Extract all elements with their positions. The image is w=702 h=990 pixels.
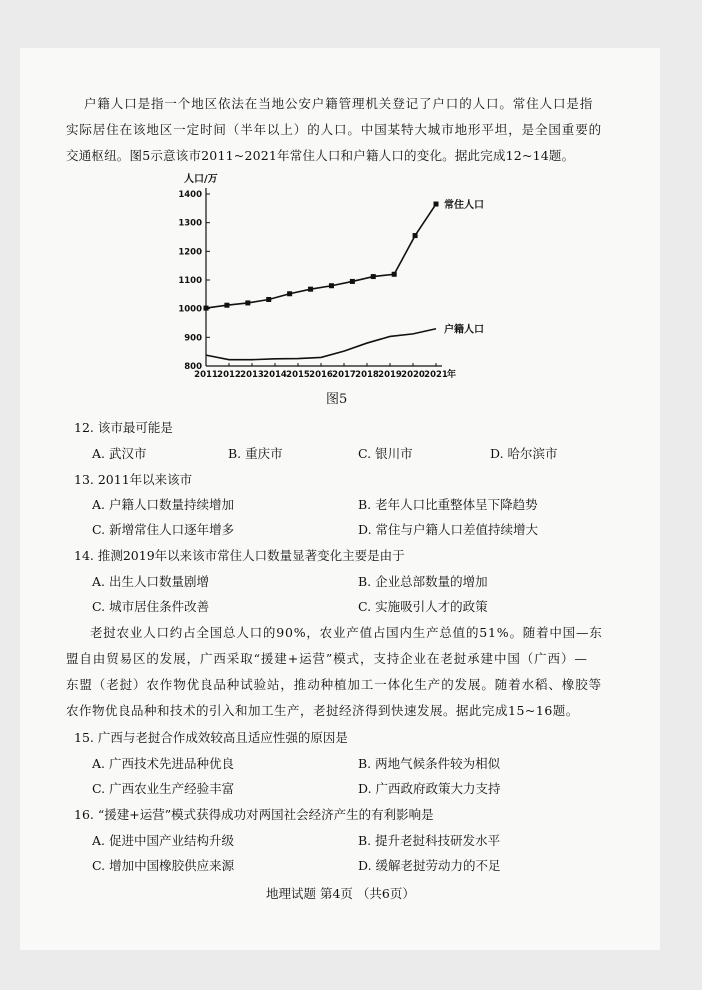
question-13-option-c[interactable]: C. 新增常住人口逐年增多 xyxy=(92,522,235,537)
figure-caption: 图5 xyxy=(326,392,348,407)
question-14-stem: 14. 推测2019年以来该市常住人口数量显著变化主要是由于 xyxy=(74,548,405,563)
question-12-option-d[interactable]: D. 哈尔滨市 xyxy=(490,446,558,461)
question-16-stem: 16. “援建+运营”模式获得成功对两国社会经济产生的有利影响是 xyxy=(74,807,434,822)
series-point xyxy=(371,274,376,279)
question-14-option-d[interactable]: C. 实施吸引人才的政策 xyxy=(358,599,488,614)
intro2-line-4: 农作物优良品种和技术的引入和加工生产，老挝经济得到快速发展。据此完成15~16题。 xyxy=(66,703,579,718)
x-tick-label: 2017 xyxy=(332,370,356,380)
intro-line-2: 实际居住在该地区一定时间（半年以上）的人口。中国某特大城市地形平坦，是全国重要的 xyxy=(66,122,603,137)
intro-line-3: 交通枢纽。图5示意该市2011~2021年常住人口和户籍人口的变化。据此完成12~14题。 xyxy=(66,148,575,163)
series-label-2: 户籍人口 xyxy=(444,324,484,336)
x-tick-label: 2014 xyxy=(263,370,287,380)
y-tick-label: 900 xyxy=(184,333,202,344)
series-point xyxy=(392,272,397,277)
question-16-option-a[interactable]: A. 促进中国产业结构升级 xyxy=(92,833,234,848)
intro-line-1: 户籍人口是指一个地区依法在当地公安户籍管理机关登记了户口的人口。常住人口是指 xyxy=(84,96,594,111)
question-14-option-a[interactable]: A. 出生人口数量剧增 xyxy=(92,574,209,589)
y-tick-label: 800 xyxy=(184,362,202,372)
question-15-option-c[interactable]: C. 广西农业生产经验丰富 xyxy=(92,781,235,796)
y-tick-label: 1400 xyxy=(178,190,202,200)
x-tick-label: 2021 xyxy=(424,370,448,380)
series-point xyxy=(287,291,292,296)
question-15-stem: 15. 广西与老挝合作成效较高且适应性强的原因是 xyxy=(74,730,348,745)
page-footer: 地理试题 第4页 （共6页） xyxy=(266,886,415,901)
question-14-option-b[interactable]: B. 企业总部数量的增加 xyxy=(358,574,488,589)
series-label-1: 常住人口 xyxy=(444,200,484,212)
question-13-stem: 13. 2011年以来该市 xyxy=(74,472,193,487)
question-15-option-a[interactable]: A. 广西技术先进品种优良 xyxy=(92,756,234,771)
x-axis-label: 年 xyxy=(447,370,457,380)
intro2-line-1: 老挝农业人口约占全国总人口的90%，农业产值占国内生产总值的51%。随着中国—东 xyxy=(90,625,603,640)
question-14-option-c[interactable]: C. 城市居住条件改善 xyxy=(92,599,210,614)
question-12-stem: 12. 该市最可能是 xyxy=(74,420,173,435)
series-point xyxy=(204,306,209,311)
question-15-option-d[interactable]: D. 广西政府政策大力支持 xyxy=(358,781,501,796)
question-12-option-a[interactable]: A. 武汉市 xyxy=(92,446,147,461)
series-point xyxy=(266,297,271,302)
series-line-2 xyxy=(206,329,436,360)
question-15-option-b[interactable]: B. 两地气候条件较为相似 xyxy=(358,756,501,771)
y-axis-label: 人口/万 xyxy=(184,174,218,185)
series-point xyxy=(224,303,229,308)
question-16-option-b[interactable]: B. 提升老挝科技研发水平 xyxy=(358,833,501,848)
series-point xyxy=(413,233,418,238)
intro2-line-2: 盟自由贸易区的发展，广西采取“援建+运营”模式，支持企业在老挝承建中国（广西）— xyxy=(66,651,588,666)
question-13-option-b[interactable]: B. 老年人口比重整体呈下降趋势 xyxy=(358,497,538,512)
question-12-option-c[interactable]: C. 银川市 xyxy=(358,446,413,461)
x-tick-label: 2015 xyxy=(286,370,310,380)
y-tick-label: 1300 xyxy=(178,218,202,229)
y-tick-label: 1200 xyxy=(178,247,202,258)
series-line-1 xyxy=(206,204,436,308)
series-point xyxy=(245,300,250,305)
y-tick-label: 1100 xyxy=(178,276,202,286)
question-16-option-c[interactable]: C. 增加中国橡胶供应来源 xyxy=(92,858,235,873)
series-point xyxy=(434,202,439,207)
population-line-chart xyxy=(160,168,490,388)
series-point xyxy=(308,287,313,292)
x-tick-label: 2016 xyxy=(309,370,333,380)
x-tick-label: 2011 xyxy=(194,370,218,380)
question-13-option-d[interactable]: D. 常住与户籍人口差值持续增大 xyxy=(358,522,539,537)
intro2-line-3: 东盟（老挝）农作物优良品种试验站，推动种植加工一体化生产的发展。随着水稻、橡胶等 xyxy=(66,677,603,692)
x-tick-label: 2020 xyxy=(401,370,425,380)
series-point xyxy=(350,279,355,284)
x-tick-label: 2013 xyxy=(240,370,264,380)
x-tick-label: 2019 xyxy=(378,370,402,380)
question-13-option-a[interactable]: A. 户籍人口数量持续增加 xyxy=(92,497,234,512)
question-12-option-b[interactable]: B. 重庆市 xyxy=(228,446,283,461)
y-tick-label: 1000 xyxy=(178,304,202,315)
x-tick-label: 2012 xyxy=(217,370,241,380)
question-16-option-d[interactable]: D. 缓解老挝劳动力的不足 xyxy=(358,858,501,873)
x-tick-label: 2018 xyxy=(355,370,379,380)
series-point xyxy=(329,283,334,288)
